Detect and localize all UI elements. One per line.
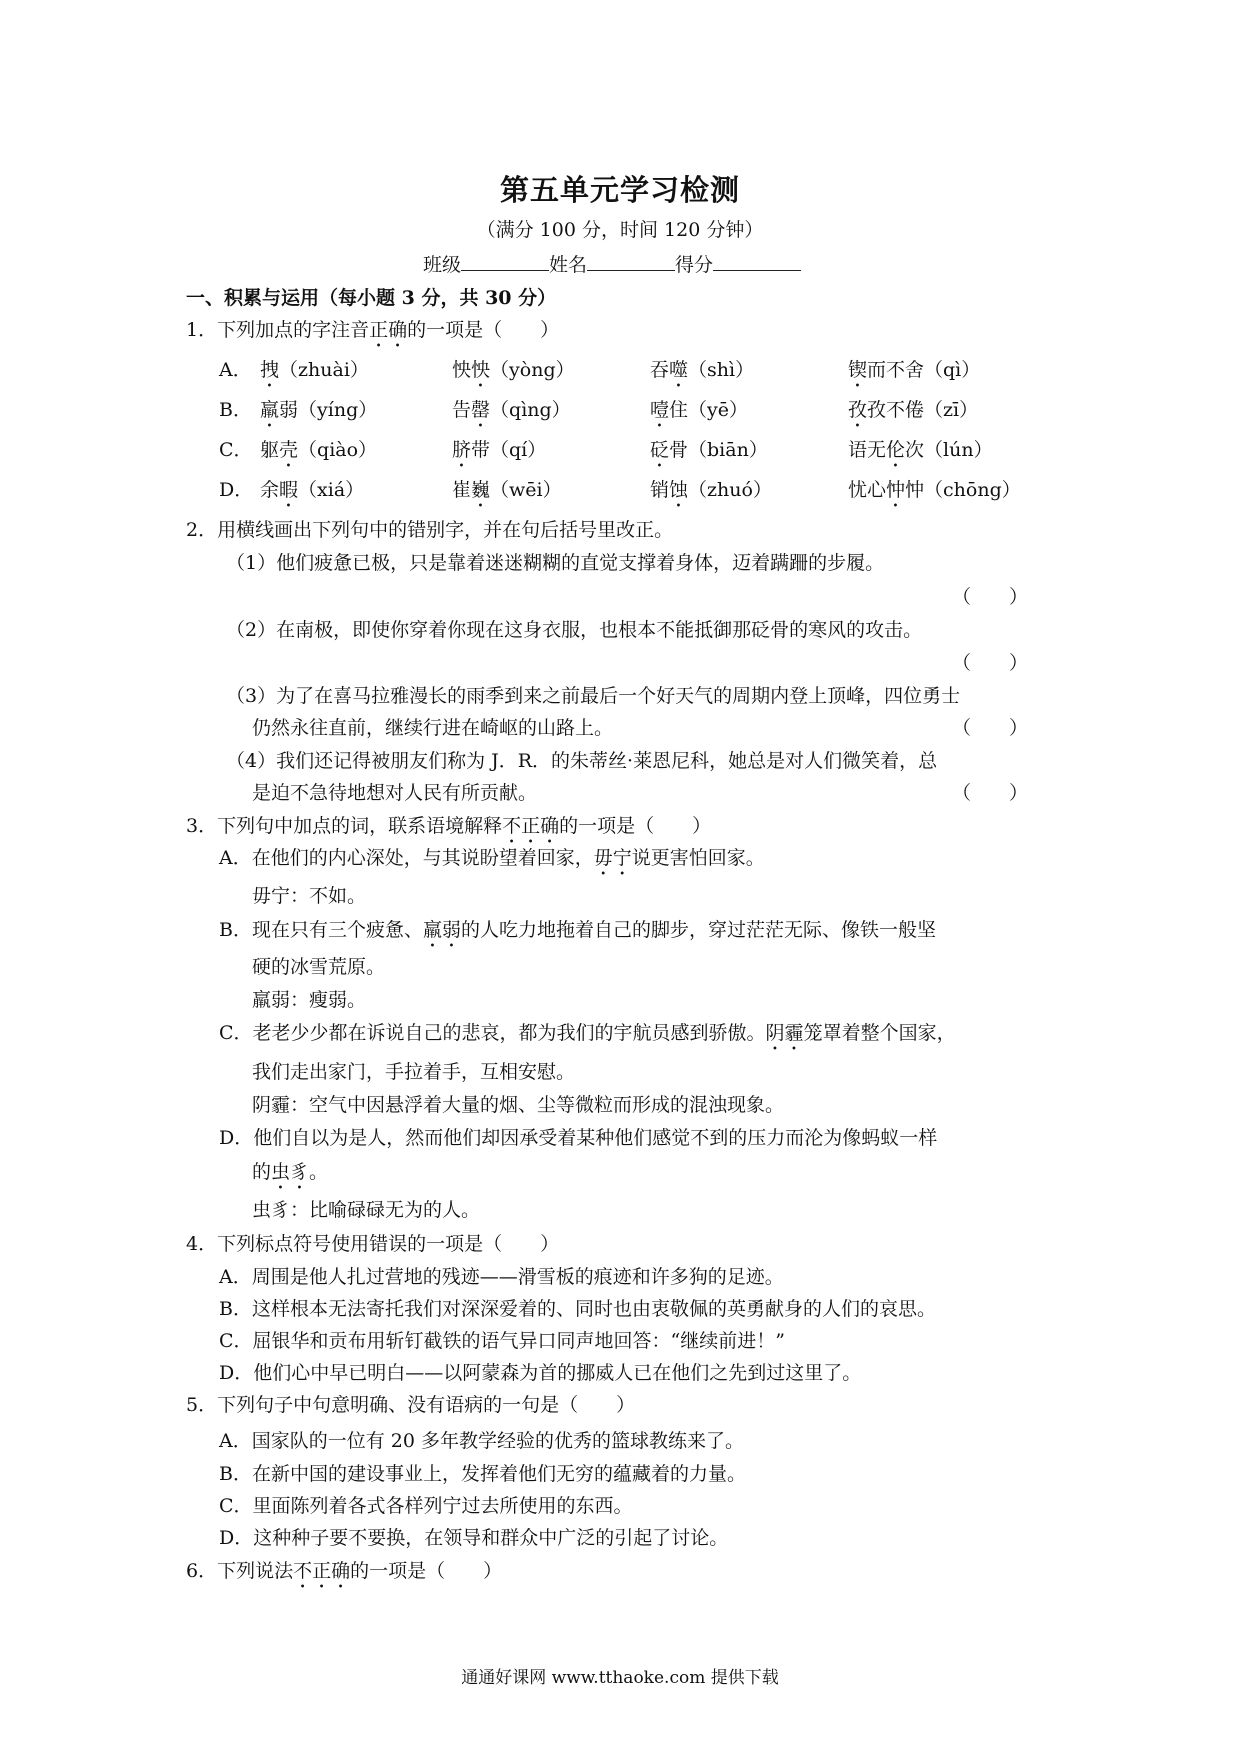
q3-option-b: B．现在只有三个疲惫、羸弱的人吃力地拖着自己的脚步，穿过茫茫无际、像铁一般坚 [219, 919, 936, 941]
q1-b-item3: 噎住（yē） [650, 399, 748, 421]
option-letter: B． [219, 399, 252, 421]
q1-c-item1: 躯壳（qiào） [260, 439, 378, 461]
q1-d-item3: 销蚀（zhuó） [650, 479, 772, 501]
q2-sentence-3: （3）为了在喜马拉雅漫长的雨季到来之前最后一个好天气的周期内登上顶峰，四位勇士 [226, 685, 961, 707]
name-blank [587, 252, 675, 271]
option-letter: D． [219, 479, 254, 501]
q5-option-d: D．这种种子要不要换，在领导和群众中广泛的引起了讨论。 [219, 1527, 729, 1549]
q5-option-b: B．在新中国的建设事业上，发挥着他们无穷的蕴藏着的力量。 [219, 1463, 746, 1485]
q3-a-definition: 毋宁：不如。 [252, 885, 367, 907]
class-label: 班级 [423, 254, 462, 276]
subtitle: （满分 100 分，时间 120 分钟） [476, 219, 764, 241]
q3-option-a: A．在他们的内心深处，与其说盼望着回家，毋宁说更害怕回家。 [219, 847, 765, 869]
q2-answer-paren-3: （ ） [952, 717, 1029, 739]
q1-a-item1: 拽（zhuài） [260, 359, 369, 381]
q1-stem: 1．下列加点的字注音正确的一项是（ ） [186, 319, 560, 341]
q4-option-b: B．这样根本无法寄托我们对深深爱着的、同时也由衷敬佩的英勇献身的人们的哀思。 [219, 1298, 936, 1320]
section-heading: 一、积累与运用（每小题 3 分，共 30 分） [186, 287, 557, 309]
q3-option-d-cont: 的虫豸。 [252, 1161, 329, 1183]
q1-c-item3: 砭骨（biān） [650, 439, 768, 461]
q2-sentence-4: （4）我们还记得被朋友们称为 J．R．的朱蒂丝·莱恩尼科，她总是对人们微笑着，总 [226, 750, 938, 772]
q3-d-definition: 虫豸：比喻碌碌无为的人。 [252, 1199, 481, 1221]
q1-c-item2: 脐带（qí） [452, 439, 547, 461]
q2-answer-paren-4: （ ） [952, 782, 1029, 804]
q1-a-item3: 吞噬（shì） [650, 359, 755, 381]
q3-option-d: D．他们自以为是人，然而他们却因承受着某种他们感觉不到的压力而沦为像蚂蚁一样 [219, 1127, 938, 1149]
q1-d-item2: 崔巍（wēi） [452, 479, 562, 501]
q3-b-definition: 羸弱：瘦弱。 [252, 989, 367, 1011]
q1-d-item4: 忧心忡忡（chōng） [848, 479, 1021, 501]
q3-option-c-cont: 我们走出家门，手拉着手，互相安慰。 [252, 1061, 576, 1083]
q1-d-item1: 余暇（xiá） [260, 479, 365, 501]
q2-answer-paren-1: （ ） [952, 586, 1029, 608]
q2-answer-paren-2: （ ） [952, 652, 1029, 674]
q3-option-b-cont: 硬的冰雪荒原。 [252, 956, 386, 978]
option-letter: A． [219, 359, 252, 381]
q5-option-a: A．国家队的一位有 20 多年教学经验的优秀的篮球教练来了。 [219, 1430, 744, 1452]
q2-sentence-1: （1）他们疲惫已极，只是靠着迷迷糊糊的直觉支撑着身体，迈着蹒跚的步履。 [226, 552, 885, 574]
q2-stem: 2．用横线画出下列句中的错别字，并在句后括号里改正。 [186, 519, 674, 541]
q1-b-item4: 孜孜不倦（zī） [848, 399, 979, 421]
q1-a-item2: 怏怏（yòng） [452, 359, 575, 381]
q1-a-item4: 锲而不舍（qì） [848, 359, 981, 381]
q5-stem: 5．下列句子中句意明确、没有语病的一句是（ ） [186, 1394, 636, 1416]
page-title: 第五单元学习检测 [499, 173, 740, 207]
q1-b-item1: 羸弱（yíng） [260, 399, 378, 421]
q1-c-item4: 语无伦次（lún） [848, 439, 993, 461]
q3-c-definition: 阴霾：空气中因悬浮着大量的烟、尘等微粒而形成的混浊现象。 [252, 1094, 785, 1116]
score-label: 得分 [675, 254, 714, 276]
q1-b-item2: 告罄（qìng） [452, 399, 571, 421]
q2-sentence-4-cont: 是迫不急待地想对人民有所贡献。 [252, 782, 538, 804]
option-letter: C． [219, 439, 253, 461]
class-blank [461, 252, 549, 271]
q6-stem: 6．下列说法不正确的一项是（ ） [186, 1560, 503, 1582]
q4-stem: 4．下列标点符号使用错误的一项是（ ） [186, 1233, 560, 1255]
q5-option-c: C．里面陈列着各式各样列宁过去所使用的东西。 [219, 1495, 633, 1517]
q3-stem: 3．下列句中加点的词，联系语境解释不正确的一项是（ ） [186, 815, 712, 837]
q4-option-a: A．周围是他人扎过营地的残迹——滑雪板的痕迹和许多狗的足迹。 [219, 1266, 784, 1288]
score-blank [713, 252, 801, 271]
page-footer: 通通好课网 www.tthaoke.com 提供下载 [461, 1668, 779, 1688]
q3-option-c: C．老老少少都在诉说自己的悲哀，都为我们的宇航员感到骄傲。阴霾笼罩着整个国家， [219, 1022, 956, 1044]
q2-sentence-3-cont: 仍然永往直前，继续行进在崎岖的山路上。 [252, 717, 614, 739]
q4-option-d: D．他们心中早已明白——以阿蒙森为首的挪威人已在他们之先到过这里了。 [219, 1362, 862, 1384]
q4-option-c: C．屈银华和贡布用斩钉截铁的语气异口同声地回答：“继续前进！” [219, 1330, 785, 1352]
name-label: 姓名 [549, 254, 588, 276]
student-info-line [423, 252, 801, 277]
q2-sentence-2: （2）在南极，即使你穿着你现在这身衣服，也根本不能抵御那砭骨的寒风的攻击。 [226, 619, 923, 641]
